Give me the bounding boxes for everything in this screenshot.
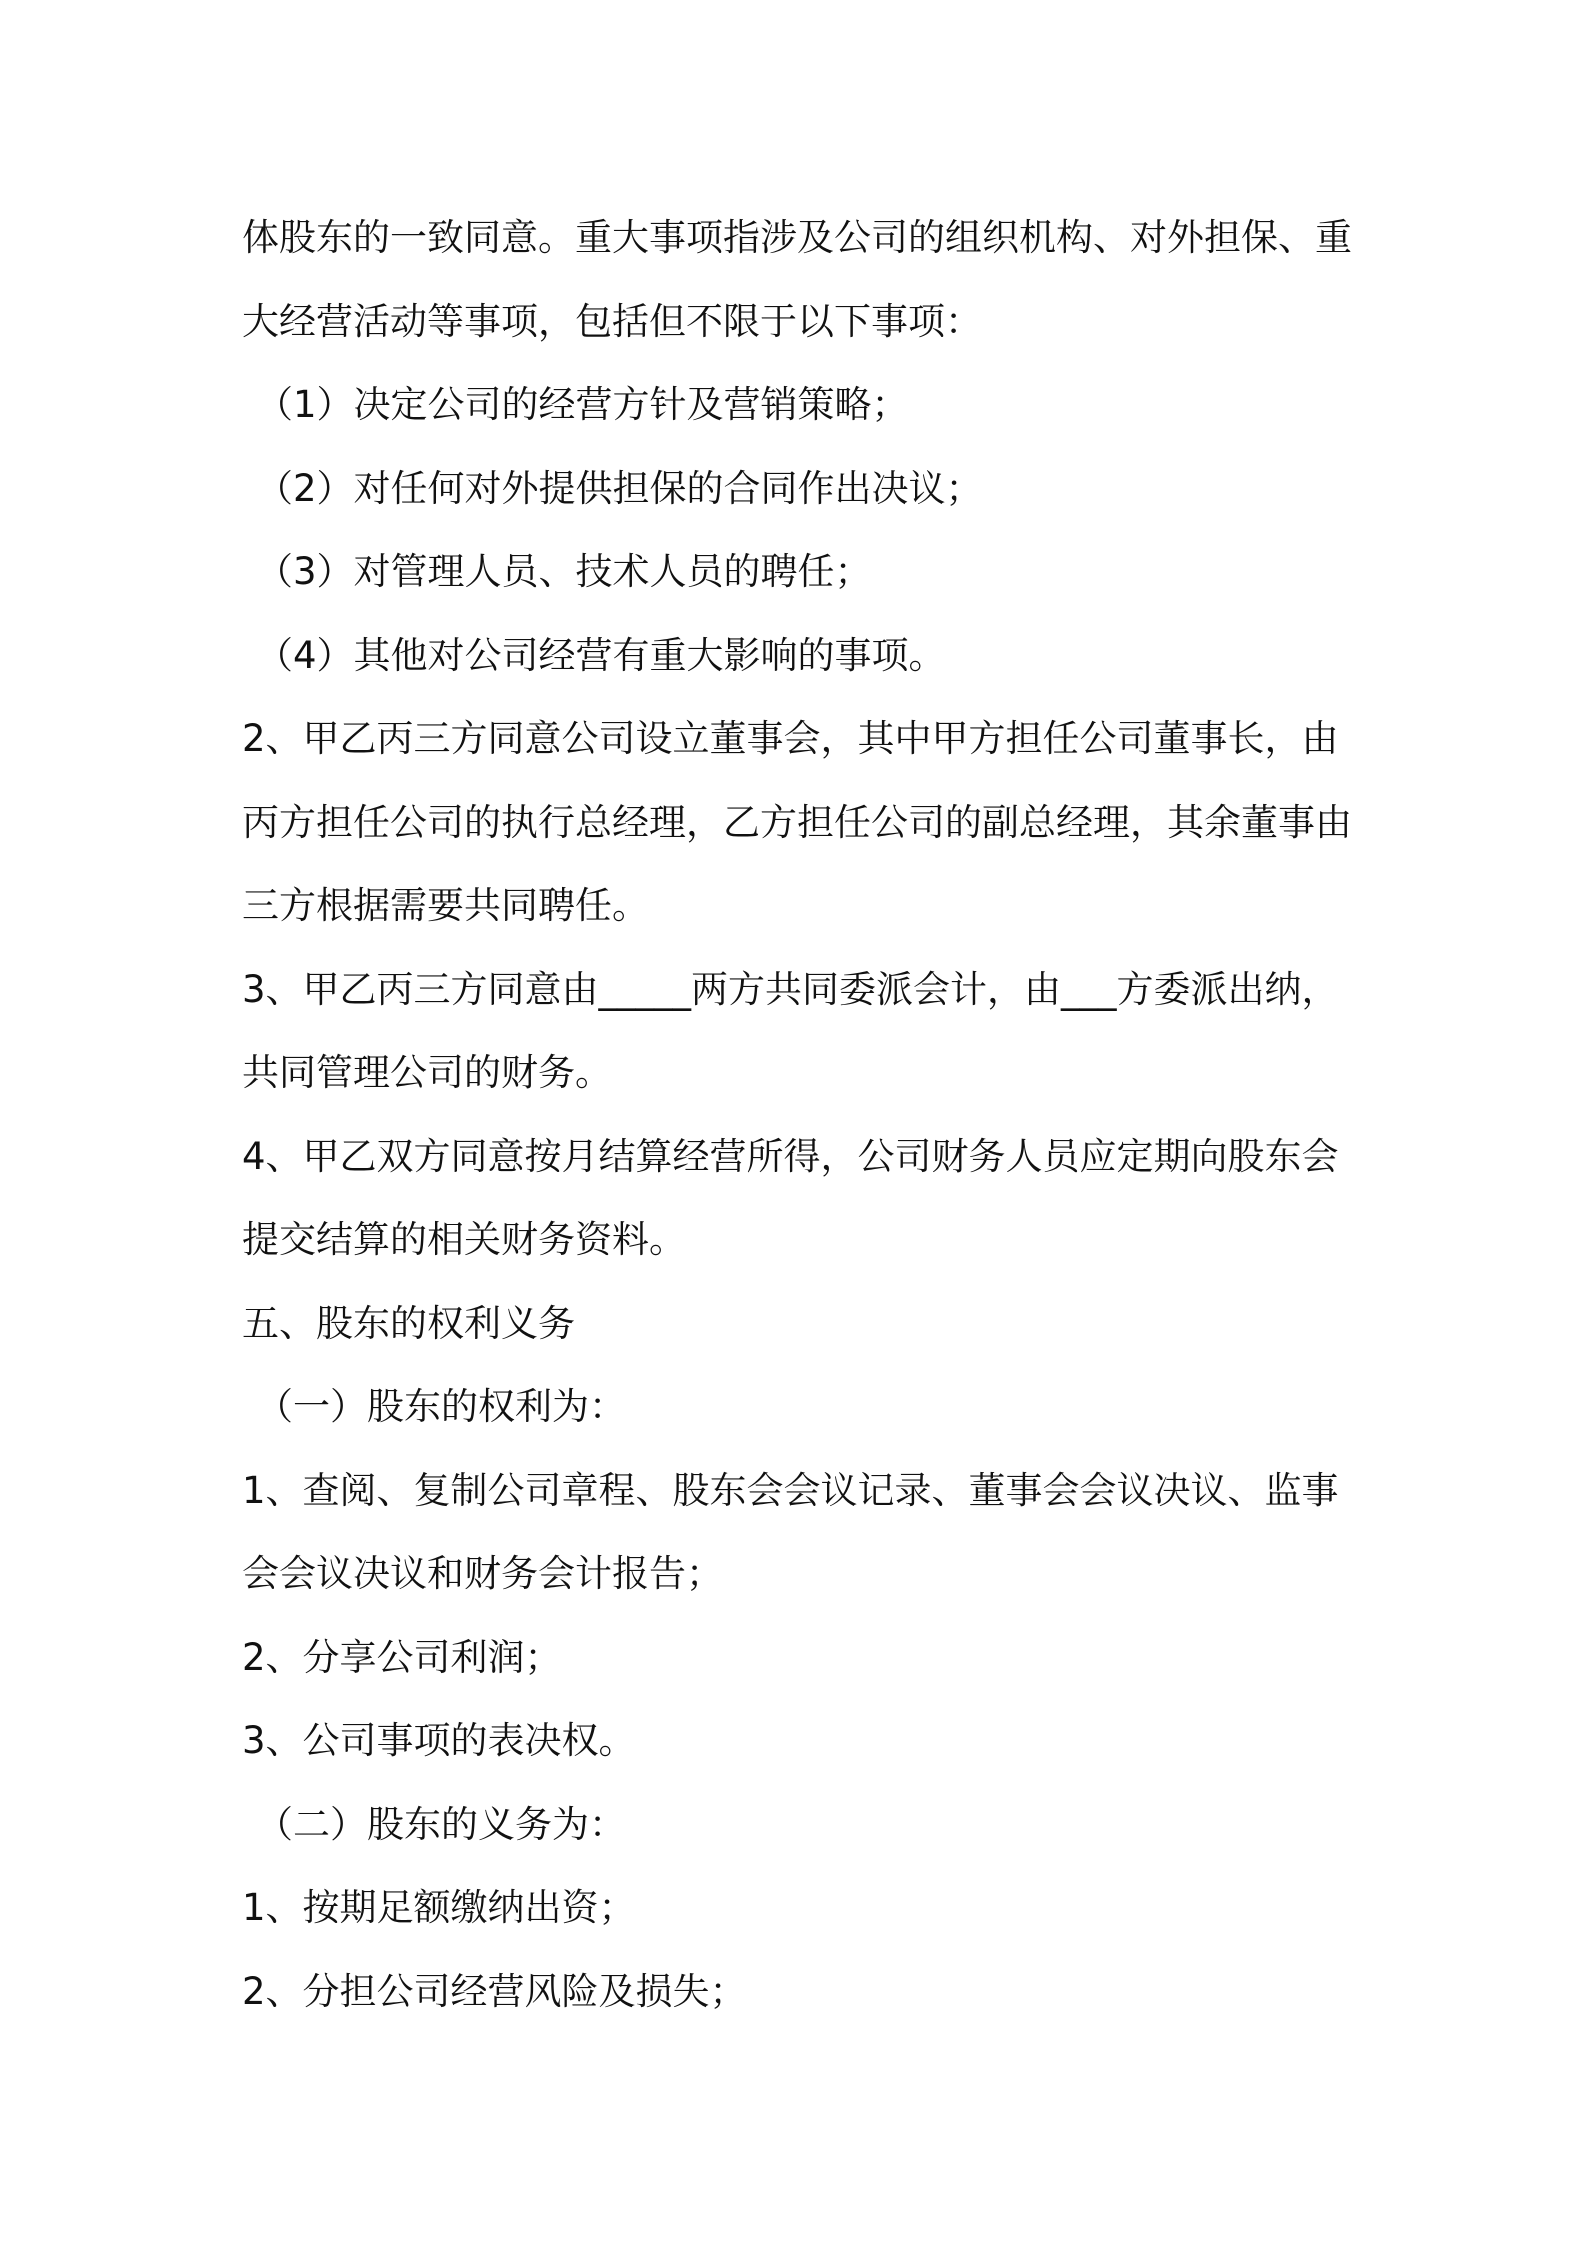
rights-item-1: 会会议决议和财务会计报告；	[242, 1552, 723, 1595]
clause-2-line: 2、甲乙丙三方同意公司设立董事会，其中甲方担任公司董事长，由	[242, 717, 1339, 760]
clause-4-line: 4、甲乙双方同意按月结算经营所得，公司财务人员应定期向股东会	[242, 1134, 1339, 1178]
rights-item-2: 2、分享公司利润；	[242, 1635, 562, 1679]
list-item-3: （3）对管理人员、技术人员的聘任；	[256, 550, 872, 593]
body-text-line: 大经营活动等事项，包括但不限于以下事项：	[242, 299, 982, 343]
obligations-item-1: 1、按期足额缴纳出资；	[242, 1886, 636, 1929]
rights-item-3: 3、公司事项的表决权。	[242, 1719, 636, 1762]
section-heading: 五、股东的权利义务	[242, 1301, 575, 1345]
clause-3-line: 3、甲乙丙三方同意由_____两方共同委派会计，由___方委派出纳，	[242, 967, 1339, 1011]
obligations-item-2: 2、分担公司经营风险及损失；	[242, 1969, 747, 2013]
subsection-heading-obligations: （二）股东的义务为：	[256, 1802, 626, 1846]
document-body	[242, 196, 1362, 2033]
clause-2-line: 丙方担任公司的执行总经理，乙方担任公司的副总经理，其余董事由	[242, 800, 1352, 844]
list-item-1: （1）决定公司的经营方针及营销策略；	[256, 383, 909, 426]
clause-4-line: 提交结算的相关财务资料。	[242, 1218, 686, 1261]
subsection-heading-rights: （一）股东的权利为：	[256, 1385, 626, 1428]
clause-2-line: 三方根据需要共同聘任。	[242, 884, 649, 927]
rights-item-1: 1、查阅、复制公司章程、股东会会议记录、董事会会议决议、监事	[242, 1468, 1339, 1512]
body-text-line: 体股东的一致同意。重大事项指涉及公司的组织机构、对外担保、重	[242, 216, 1352, 259]
list-item-4: （4）其他对公司经营有重大影响的事项。	[256, 633, 946, 677]
list-item-2: （2）对任何对外提供担保的合同作出决议；	[256, 466, 983, 510]
clause-3-line: 共同管理公司的财务。	[242, 1051, 612, 1094]
